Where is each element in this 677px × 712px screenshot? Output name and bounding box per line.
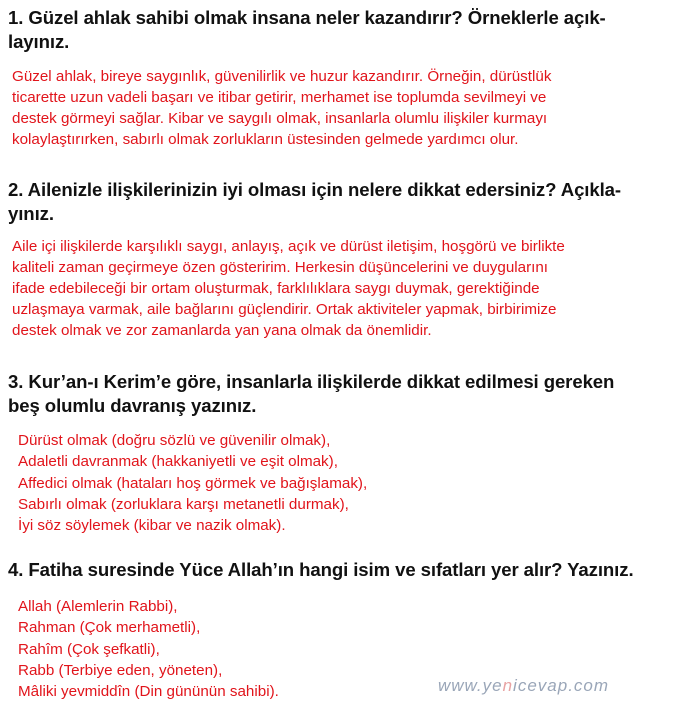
list-item: Rabb (Terbiye eden, yöneten), — [18, 661, 223, 679]
list-item: Adaletli davranmak (hakkaniyetli ve eşit olmak), — [18, 453, 338, 471]
answer-line: kaliteli zaman geçirmeye özen gösteririm. Herkesin düşüncelerini ve duygularını — [12, 259, 549, 276]
question-3-title — [8, 370, 672, 418]
answer-line: destek olmak ve zor zamanlarda yan yana olmak da önemlidir. — [12, 322, 432, 339]
answer-3-list — [18, 430, 367, 536]
list-item: Rahîm (Çok şefkatli), — [18, 640, 160, 658]
question-line: 3. Kur’an-ı Kerim’e göre, insanlarla ilişkilerde dikkat edilmesi gereken — [8, 371, 615, 392]
answer-line: ifade edebileceği bir ortam oluşturmak, farklılıklara saygı duymak, gerektiğinde — [12, 280, 540, 297]
list-item: Mâliki yevmiddîn (Din gününün sahibi). — [18, 683, 279, 701]
answer-line: Aile içi ilişkilerde karşılıklı saygı, anlayış, açık ve dürüst iletişim, hoşgörü ve birlikte — [12, 238, 565, 255]
list-item: Sabırlı olmak (zorluklara karşı metanetli durmak), — [18, 495, 349, 513]
question-line: yınız. — [8, 203, 54, 224]
answer-line: uzlaşmaya varmak, aile bağlarını güçlendirir. Ortak aktiviteler yapmak, birbirimize — [12, 301, 557, 318]
question-2-title — [8, 178, 672, 226]
list-item: Allah (Alemlerin Rabbi), — [18, 598, 178, 615]
watermark-url — [438, 676, 609, 696]
answer-1 — [12, 66, 672, 150]
answer-2 — [12, 236, 672, 341]
question-4-title — [8, 558, 672, 582]
question-line: 4. Fatiha suresinde Yüce Allah’ın hangi isim ve sıfatları yer alır? Yazınız. — [8, 559, 634, 580]
answer-line: kolaylaştırırken, sabırlı olmak zorlukların üstesinden gelmede yardımcı olur. — [12, 131, 519, 148]
question-line: layınız. — [8, 31, 70, 52]
list-item: İyi söz söylemek (kibar ve nazik olmak). — [18, 517, 286, 535]
list-item: Affedici olmak (hataları hoş görmek ve bağışlamak), — [18, 474, 368, 492]
answer-4-list — [18, 596, 279, 702]
watermark-prefix: www.ye — [438, 676, 503, 695]
answer-line: Güzel ahlak, bireye saygınlık, güvenilirlik ve huzur kazandırır. Örneğin, dürüstlük — [12, 68, 552, 85]
list-item: Rahman (Çok merhametli), — [18, 619, 201, 637]
question-line: 2. Ailenizle ilişkilerinizin iyi olması için nelere dikkat edersiniz? Açıkla- — [8, 179, 622, 200]
watermark-suffix: icevap.com — [513, 676, 610, 695]
answer-line: ticarette uzun vadeli başarı ve itibar getirir, merhamet ise toplumda sevilmeyi ve — [12, 89, 547, 106]
question-1-title — [8, 6, 672, 54]
answer-line: destek görmeyi sağlar. Kibar ve saygılı olmak, insanlarla olumlu ilişkiler kurmayı — [12, 110, 548, 127]
list-item: Dürüst olmak (doğru sözlü ve güvenilir olmak), — [18, 432, 331, 449]
watermark-accent: n — [502, 676, 514, 695]
question-line: beş olumlu davranış yazınız. — [8, 395, 257, 416]
question-line: 1. Güzel ahlak sahibi olmak insana neler kazandırır? Örneklerle açık- — [8, 7, 606, 28]
